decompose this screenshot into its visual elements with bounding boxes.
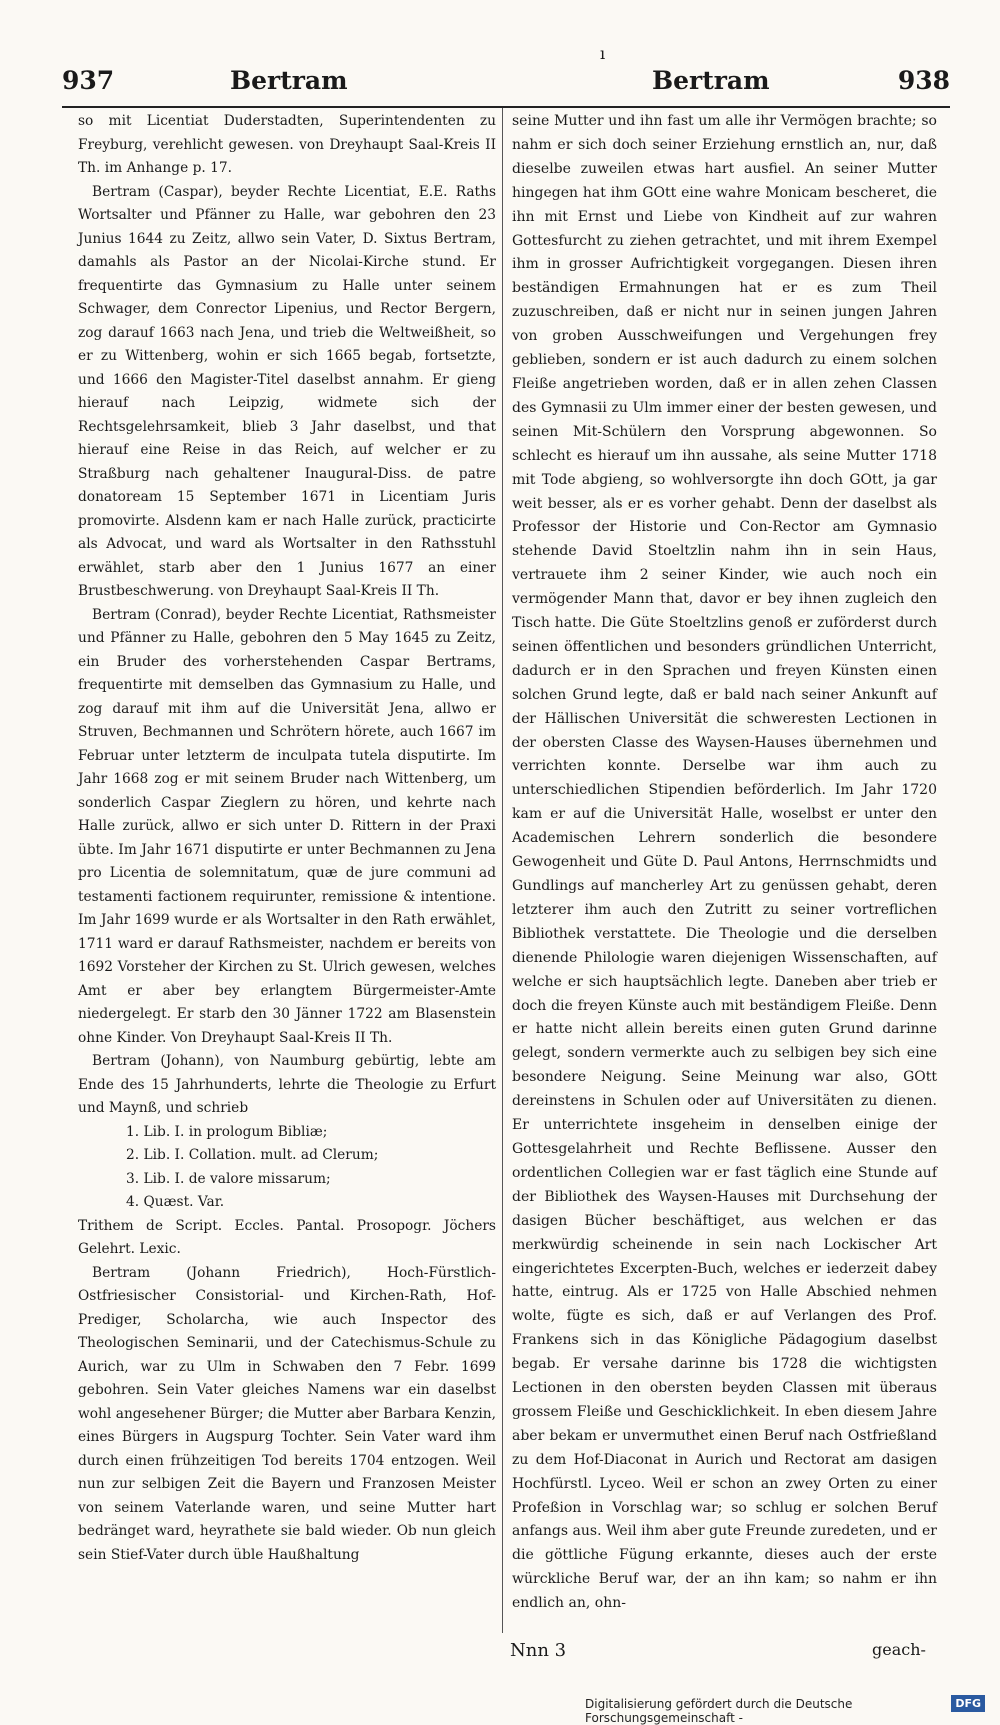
- top-mark: ı: [600, 44, 606, 63]
- column-divider: [502, 108, 503, 1633]
- works-list-item: 3. Lib. I. de valore missarum;: [126, 1170, 331, 1187]
- dfg-logo: DFG: [951, 1695, 985, 1712]
- footer-text: Digitalisierung gefördert durch die Deutsche Forschungsgemeinschaft -: [585, 1697, 853, 1725]
- running-title-right: Bertram: [652, 66, 770, 95]
- works-list-item: 2. Lib. I. Collation. mult. ad Clerum;: [126, 1147, 379, 1163]
- entry-sources: Trithem de Script. Eccles. Pantal. Prosopogr. Jöchers Gelehrt. Lexic.: [78, 1217, 496, 1257]
- entry-continuation: so mit Licentiat Duderstadten, Superintendenten zu Freyburg, verehlicht gewesen. von Dreyhaupt Saal-Kreis II Th. im Anhange p. 17.: [78, 113, 496, 176]
- page-number-right: 938: [897, 66, 950, 95]
- page-header: [62, 66, 950, 106]
- right-column: [512, 110, 937, 1616]
- entry-bertram-johann: Bertram (Johann), von Naumburg gebürtig, lebte am Ende des 15 Jahrhunderts, lehrte die Theologie zu Erfurt und Maynß, und schrieb: [78, 1053, 496, 1116]
- works-list-item: 4. Quæst. Var.: [126, 1194, 225, 1210]
- digitization-footer: [585, 1695, 985, 1725]
- running-title-left: Bertram: [230, 66, 348, 95]
- works-list-item: 1. Lib. I. in prologum Bibliæ;: [126, 1123, 328, 1140]
- signature-mark: Nnn 3: [510, 1640, 567, 1661]
- works-list: [78, 1121, 496, 1215]
- header-rule: [62, 106, 950, 108]
- entry-bertram-caspar: Bertram (Caspar), beyder Rechte Licentiat, E.E. Raths Wortsalter und Pfänner zu Halle, war gebohren den 23 Junius 1644 zu Zeitz, allwo sein Vater, D. Sixtus Bertram, damahls als Pastor an der Nicolai-Kirche stund. Er frequentirte das Gymnasium zu Halle unter seinem Schwager, dem Conrector Lipenius, und Rector Bergern, zog darauf 1663 nach Jena, und trieb die Weltweißheit, so er zu Wittenberg, wohin er sich 1665 begab, fortsetzte, und 1666 den Magister-Titel daselbst annahm. Er gieng hierauf nach Leipzig, widmete sich der Rechtsgelehrsamkeit, blieb 3 Jahr daselbst, und that hierauf eine Reise in das Reich, auf welcher er zu Straßburg nach gehaltener Inaugural-Diss. de patre donatoream 15 September 1671 in Licentiam Juris promovirte. Alsdenn kam er nach Halle zurück, practicirte als Advocat, und ward als Wortsalter in den Rathsstuhl erwählet, starb aber den 1 Junius 1677 an einer Brustbeschwerung. von Dreyhaupt Saal-Kreis II Th.: [78, 183, 496, 599]
- left-column: [78, 110, 496, 1567]
- entry-continuation-right: seine Mutter und ihn fast um alle ihr Vermögen brachte; so nahm er sich doch seiner Erziehung ernstlich an, nur, daß dieselbe zuweilen etwas hart ausfiel. An seiner Mutter hingegen hat ihm GOtt eine wahre Monicam bescheret, die ihn mit Ernst und Liebe von Kindheit auf zur wahren Gottesfurcht zu ziehen getrachtet, und mit ihrem Exempel ihm in grosser Aufrichtigkeit vorgegangen. Diesen ihren beständigen Ermahnungen hat er es zum Theil zuzuschreiben, daß er nicht nur in seinen jungen Jahren von groben Ausschweifungen und Vergehungen frey geblieben, sondern er ist auch dadurch zu einem solchen Fleiße angetrieben worden, daß er in allen zehen Classen des Gymnasii zu Ulm immer einer der besten gewesen, und seinen Mit-Schülern den Vorsprung abgewonnen. So schlecht es hierauf um ihn aussahe, als seine Mutter 1718 mit Tode abgieng, so wohlversorgte ihn doch GOtt, ja gar weit besser, als er es vorher gehabt. Denn der daselbst als Professor der Historie und Con-Rector am Gymnasio stehende David Stoeltzlin nahm ihn in sein Haus, vertrauete ihm 2 seiner Kinder, wie auch noch ein vermögender Mann that, davor er bey ihnen zugleich den Tisch hatte. Die Güte Stoeltzlins genoß er zuförderst durch seinen öffentlichen und besonders gründlichen Unterricht, dadurch er in den Sprachen und freyen Künsten einen solchen Grund legte, daß er bald nach seiner Ankunft auf der Hällischen Universität die schweresten Lectionen in der obersten Classe des Waysen-Hauses übernehmen und verrichten konnte. Derselbe war ihm auch zu unterschiedlichen Stipendien beförderlich. Im Jahr 1720 kam er auf die Universität Halle, woselbst er unter den Academischen Lehrern sonderlich die besondere Gewogenheit und Güte D. Paul Antons, Herrnschmidts und Gundlings auf mancherley Art zu genüssen gehabt, deren letzterer ihm auch den Zutritt zu seiner vortreflichen Bibliothek verstattete. Die Theologie und die derselben dienende Philologie waren diejenigen Wissenschaften, auf welche er sich hauptsächlich legte. Daneben aber trieb er doch die freyen Künste auch mit beständigem Fleiße. Denn er hatte nicht allein bereits einen guten Grund darinne gelegt, sondern vermerkte auch zu selbigen bey sich eine besondere Neigung. Seine Meinung war also, GOtt dereinstens in Schulen oder auf Universitäten zu dienen. Er unterrichtete insgeheim in denselben einige der Gottesgelahrheit und Rechte Beflissene. Ausser den ordentlichen Collegien war er fast täglich eine Stunde auf der Bibliothek des Waysen-Hauses mit Durchsehung der dasigen Bücher beschäftiget, aus welchen er das merkwürdig scheinende in sein nach Lockischer Art eingerichtetes Excerpten-Buch, welches er iederzeit dabey hatte, eintrug. Als er 1725 von Halle Abschied nehmen wolte, fügte es sich, daß er auf Verlangen des Prof. Frankens sich in das Königliche Pädagogium daselbst begab. Er versahe darinne bis 1728 die wichtigsten Lectionen in den obersten beyden Classen mit überaus grossem Fleiße und Geschicklichkeit. In eben diesem Jahre aber bekam er unvermuthet einen Beruf nach Ostfrießland zu dem Hof-Diaconat in Aurich und Rectorat am dasigen Hochfürstl. Lyceo. Weil er schon an zwey Orten zu einer Profeßion in Vorschlag war; so schlug er solchen Beruf anfangs aus. Weil ihm aber gute Freunde zuredeten, und er die göttliche Fügung erkannte, dieses auch der erste würckliche Beruf war, der an ihn kam; so nahm er ihn endlich an, ohn-: [512, 113, 937, 1612]
- entry-bertram-johann-friedrich: Bertram (Johann Friedrich), Hoch-Fürstlich-Ostfriesischer Consistorial- und Kirchen-Rath, Hof-Prediger, Scholarcha, wie auch Inspector des Theologischen Seminarii, und der Catechismus-Schule zu Aurich, war zu Ulm in Schwaben den 7 Febr. 1699 gebohren. Sein Vater gleiches Namens war ein daselbst wohl angesehener Bürger; die Mutter aber Barbara Kenzin, eines Bürgers in Augspurg Tochter. Sein Vater ward ihm durch einen frühzeitigen Tod bereits 1704 entzogen. Weil nun zur selbigen Zeit die Bayern und Franzosen Meister von seinem Vaterlande waren, und seine Mutter hart bedränget ward, heyrathete sie bald wieder. Ob nun gleich sein Stief-Vater durch üble Haußhaltung: [78, 1264, 496, 1563]
- page-number-left: 937: [62, 66, 115, 95]
- entry-bertram-conrad: Bertram (Conrad), beyder Rechte Licentiat, Rathsmeister und Pfänner zu Halle, gebohren den 5 May 1645 zu Zeitz, ein Bruder des vorherstehenden Caspar Bertrams, frequentirte mit demselben das Gymnasium zu Halle, und zog darauf mit ihm auf die Universität Jena, allwo er Struven, Bechmannen und Schrötern hörete, auch 1667 im Februar unter letzterm de inculpata tutela disputirte. Im Jahr 1668 zog er mit seinem Bruder nach Wittenberg, um sonderlich Caspar Zieglern zu hören, und kehrte nach Halle zurück, allwo er sich unter D. Rittern in der Praxi übte. Im Jahr 1671 disputirte er unter Bechmannen zu Jena pro Licentia de solemnitatum, quæ de jure communi ad testamenti factionem requirunter, remissione & intentione. Im Jahr 1699 wurde er als Wortsalter in den Rath erwählet, 1711 ward er darauf Rathsmeister, nachdem er bereits von 1692 Vorsteher der Kirchen zu St. Ulrich gewesen, welches Amt er aber bey erlangtem Bürgermeister-Amte niedergelegt. Er starb den 30 Jänner 1722 am Blasenstein ohne Kinder. Von Dreyhaupt Saal-Kreis II Th.: [78, 606, 496, 1046]
- catchword: geach-: [872, 1640, 926, 1659]
